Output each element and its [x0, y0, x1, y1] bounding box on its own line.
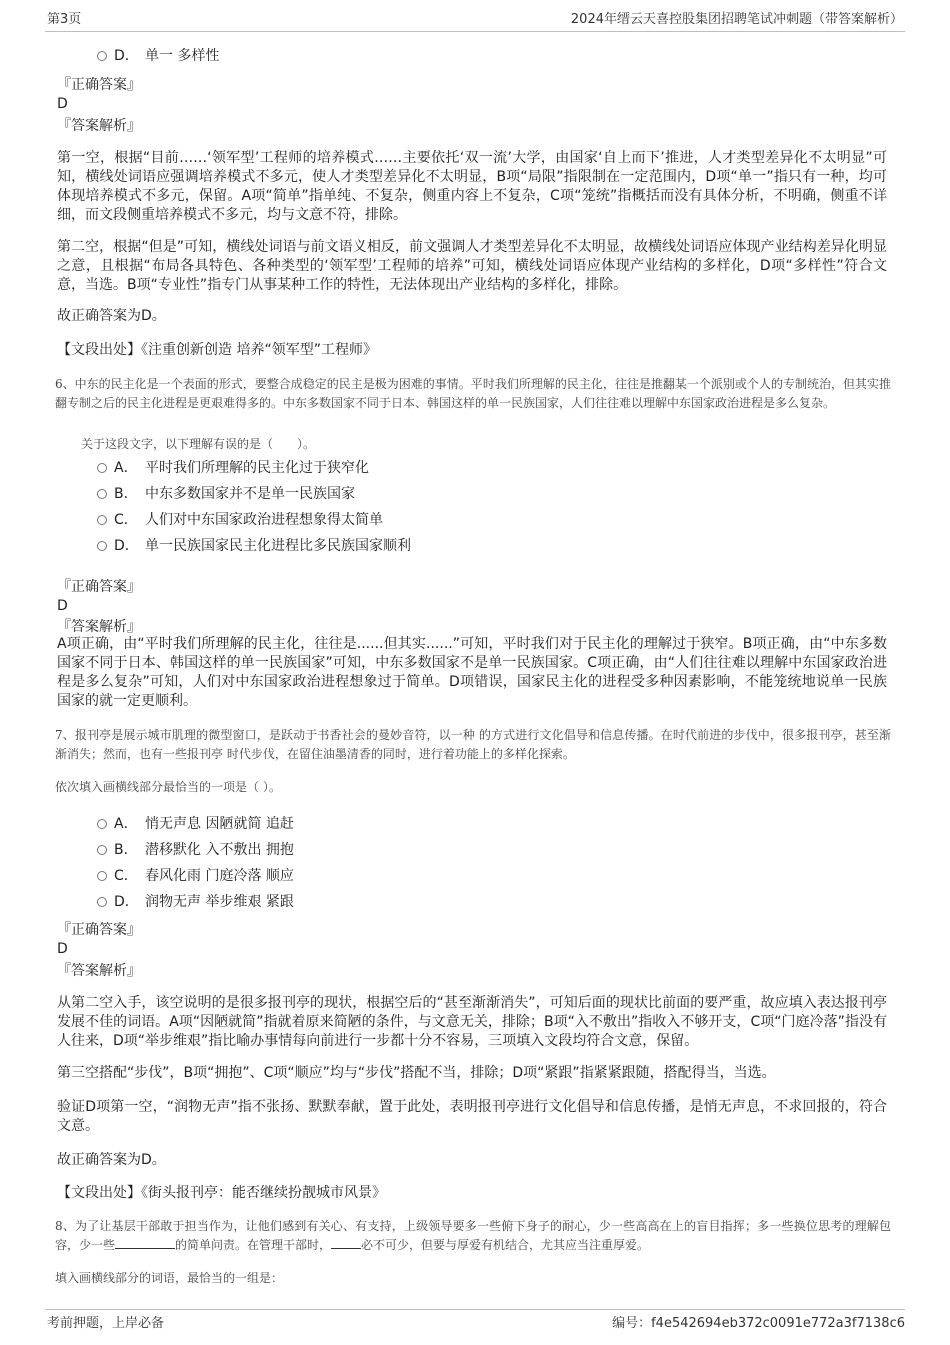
q7-analysis-p2: 第三空搭配“步伐”，B项“拥抱”、C项“顺应”均与“步伐”搭配不当，排除；D项“紧跟”指紧紧跟随，搭配得当，当选。	[57, 1065, 776, 1081]
q6-option-c[interactable]: C． 人们对中东国家政治进程想象得太简单	[97, 510, 383, 530]
document-title: 2024年缙云天喜控股集团招聘笔试冲刺题（带答案解析）	[570, 12, 903, 27]
header-divider	[45, 31, 905, 32]
q6-answer: D	[57, 598, 68, 614]
q7-stem: 7、报刊亭是展示城市肌理的微型窗口，是跃动于书香社会的曼妙音符，以一种 的方式进行文化倡导和信息传播。在时代前进的步伐中，很多报刊亭，甚至渐渐消失；然而，也有一些报刊亭 时代步伐，在留住油墨清香的同时，进行着功能上的多样化探索。	[55, 728, 891, 761]
q5-answer-label: 『正确答案』	[57, 77, 141, 93]
radio-icon[interactable]	[97, 489, 107, 499]
q6-analysis: A项正确，由“平时我们所理解的民主化，往往是......但其实......”可知，平时我们对于民主化的理解过于狭窄。B项正确，由“中东多数国家不同于日本、韩国这样的单一民族国家”可知，中东多数国家不是单一民族国家。C项正确，由“人们往往难以理解中东国家政治进程是多么复杂”可知，人们对中东国家政治进程想象过于简单。D项错误，国家民主化的进程受多种因素影响，不能笼统地说单一民族国家的就一定更顺利。	[57, 636, 887, 709]
q5-analysis-label: 『答案解析』	[57, 118, 141, 134]
fill-blank	[331, 1236, 361, 1249]
q6-stem: 6、中东的民主化是一个表面的形式，要整合成稳定的民主是极为困难的事情。平时我们所理解的民主化，往往是推翻某一个派别或个人的专制统治，但其实推翻专制之后的民主化进程是更艰难得多的。中东多数国家不同于日本、韩国这样的单一民族国家，人们往往难以理解中东国家政治进程是多么复杂。	[55, 377, 891, 410]
radio-icon[interactable]	[97, 897, 107, 907]
q5-conclusion: 故正确答案为D。	[57, 308, 166, 324]
q7-option-c[interactable]: C． 春风化雨 门庭冷落 顺应	[97, 866, 294, 886]
q5-analysis-p1: 第一空，根据“目前……‘领军型’工程师的培养模式……主要依托‘双一流’大学，由国家‘自上而下’推进，人才类型差异化不太明显”可知，横线处词语应强调培养模式不多元，使人才类型差异化不太明显，B项“局限”指限制在一定范围内，D项“单一”指只有一种，均可体现培养模式不多元，保留。A项“简单”指单纯、不复杂，侧重内容上不复杂，C项“笼统”指概括而没有具体分析，不明确，侧重不详细，而文段侧重培养模式不多元，均与文意不符，排除。	[57, 150, 887, 223]
q6-option-a[interactable]: A． 平时我们所理解的民主化过于狭窄化	[97, 458, 369, 478]
radio-icon[interactable]	[97, 819, 107, 829]
q8-stem: 8、为了让基层干部敢于担当作为，让他们感到有关心、有支持，上级领导要多一些俯下身子的耐心，少一些高高在上的盲目指挥；多一些换位思考的理解包容，少一些 的简单问责。在管理干部时， 必不可少，但要与厚爱有机结合，尤其应当注重厚爱。	[55, 1219, 891, 1252]
q5-source: 【文段出处】《注重创新创造 培养“领军型”工程师》	[57, 342, 377, 358]
q7-answer-label: 『正确答案』	[57, 922, 141, 938]
q7-analysis-p1: 从第二空入手，该空说明的是很多报刊亭的现状，根据空后的“甚至渐渐消失”，可知后面的现状比前面的要严重，故应填入表达报刊亭发展不佳的词语。A项“因陋就简”指就着原来简陋的条件，与文意无关，排除；B项“入不敷出”指收入不够开支，C项“门庭冷落”指没有人往来，D项“举步维艰”指比喻办事情每向前进行一步都十分不容易，三项填入文段均符合文意，保留。	[57, 995, 887, 1049]
q6-question: 关于这段文字，以下理解有误的是（ ）。	[81, 437, 316, 451]
q5-analysis-p2: 第二空，根据“但是”可知，横线处词语与前文语义相反，前文强调人才类型差异化不太明显，故横线处词语应体现产业结构差异化明显之意，且根据“布局各具特色、各种类型的‘领军型’工程师的培养”可知，横线处词语应体现产业结构的多样化，D项“多样性”符合文意，当选。B项“专业性”指专门从事某种工作的特性，无法体现出产业结构的多样化，排除。	[57, 239, 887, 293]
fill-blank	[115, 1236, 175, 1249]
q6-option-b[interactable]: B． 中东多数国家并不是单一民族国家	[97, 484, 355, 504]
footer-divider	[45, 1309, 905, 1310]
q5-option-d[interactable]: D． 单一 多样性	[97, 46, 219, 66]
q7-analysis-label: 『答案解析』	[57, 963, 141, 979]
q7-conclusion: 故正确答案为D。	[57, 1152, 166, 1168]
radio-icon[interactable]	[97, 541, 107, 551]
q5-answer: D	[57, 96, 68, 112]
q6-analysis-label: 『答案解析』	[57, 619, 141, 635]
radio-icon[interactable]	[97, 515, 107, 525]
q7-option-a[interactable]: A． 悄无声息 因陋就简 追赶	[97, 814, 294, 834]
q7-answer: D	[57, 941, 68, 957]
q8-question: 填入画横线部分的词语，最恰当的一组是：	[55, 1271, 284, 1285]
radio-icon[interactable]	[97, 845, 107, 855]
q6-option-d[interactable]: D． 单一民族国家民主化进程比多民族国家顺利	[97, 536, 411, 556]
page-number: 第3页	[47, 12, 82, 27]
q7-analysis-p3: 验证D项第一空，“润物无声”指不张扬、默默奉献，置于此处，表明报刊亭进行文化倡导和信息传播，是悄无声息，不求回报的，符合文意。	[57, 1099, 887, 1134]
q6-answer-label: 『正确答案』	[57, 579, 141, 595]
q7-option-d[interactable]: D． 润物无声 举步维艰 紧跟	[97, 892, 294, 912]
q7-question: 依次填入画横线部分最恰当的一项是（ ）。	[55, 780, 281, 794]
q7-source: 【文段出处】《街头报刊亭：能否继续扮靓城市风景》	[57, 1185, 386, 1201]
document-id: 编号：f4e542694eb372c0091e772a3f7138c6	[612, 1316, 905, 1331]
footer-slogan: 考前押题，上岸必备	[47, 1316, 165, 1331]
radio-icon[interactable]	[97, 463, 107, 473]
q7-option-b[interactable]: B． 潜移默化 入不敷出 拥抱	[97, 840, 294, 860]
radio-icon[interactable]	[97, 51, 107, 61]
radio-icon[interactable]	[97, 871, 107, 881]
